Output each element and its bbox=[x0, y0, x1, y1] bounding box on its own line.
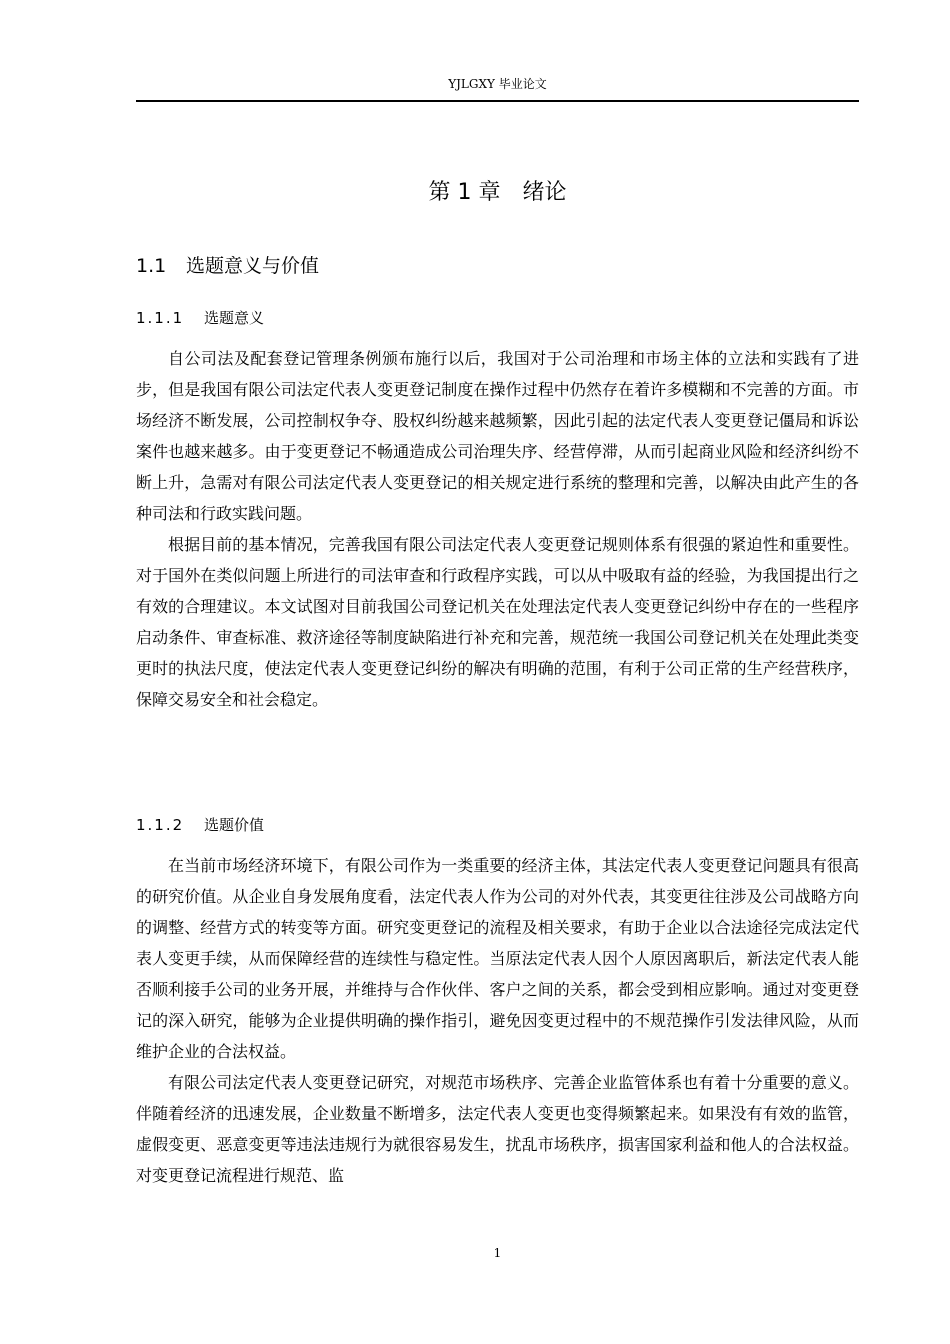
running-header: YJLGXY 毕业论文 bbox=[448, 77, 547, 91]
subsection-body bbox=[136, 850, 859, 1191]
page-number: 1 bbox=[493, 1246, 502, 1260]
subsection-number: 1.1.2 bbox=[136, 816, 185, 834]
body-paragraph: 在当前市场经济环境下，有限公司作为一类重要的经济主体，其法定代表人变更登记问题具有很高的研究价值。从企业自身发展角度看，法定代表人作为公司的对外代表，其变更往往涉及公司战略方向的调整、经营方式的转变等方面。研究变更登记的流程及相关要求，有助于企业以合法途径完成法定代表人变更手续，从而保障经营的连续性与稳定性。当原法定代表人因个人原因离职后，新法定代表人能否顺利接手公司的业务开展，并维持与合作伙伴、客户之间的关系，都会受到相应影响。通过对变更登记的深入研究，能够为企业提供明确的操作指引，避免因变更过程中的不规范操作引发法律风险，从而维护企业的合法权益。 bbox=[136, 856, 859, 1061]
section-number: 1.1 bbox=[136, 255, 167, 277]
chapter-title-text: 绪论 bbox=[522, 180, 567, 205]
chapter-title bbox=[136, 177, 859, 209]
body-paragraph: 根据目前的基本情况，完善我国有限公司法定代表人变更登记规则体系有很强的紧迫性和重要性。对于国外在类似问题上所进行的司法审查和行政程序实践，可以从中吸取有益的经验，为我国提出行之有效的合理建议。本文试图对目前我国公司登记机关在处理法定代表人变更登记纠纷中存在的一些程序启动条件、审查标准、救济途径等制度缺陷进行补充和完善，规范统一我国公司登记机关在处理此类变更时的执法尺度，使法定代表人变更登记纠纷的解决有明确的范围，有利于公司正常的生产经营秩序，保障交易安全和社会稳定。 bbox=[136, 535, 859, 709]
body-paragraph: 有限公司法定代表人变更登记研究，对规范市场秩序、完善企业监管体系也有着十分重要的意义。伴随着经济的迅速发展，企业数量不断增多，法定代表人变更也变得频繁起来。如果没有有效的监管，虚假变更、恶意变更等违法违规行为就很容易发生，扰乱市场秩序，损害国家利益和他人的合法权益。对变更登记流程进行规范、监 bbox=[136, 1073, 859, 1185]
section-heading bbox=[136, 252, 319, 280]
section-title-text: 选题意义与价值 bbox=[186, 255, 320, 277]
body-paragraph: 自公司法及配套登记管理条例颁布施行以后，我国对于公司治理和市场主体的立法和实践有了进步，但是我国有限公司法定代表人变更登记制度在操作过程中仍然存在着许多模糊和不完善的方面。市场经济不断发展，公司控制权争夺、股权纠纷越来越频繁，因此引起的法定代表人变更登记僵局和诉讼案件也越来越多。由于变更登记不畅通造成公司治理失序、经营停滞，从而引起商业风险和经济纠纷不断上升，急需对有限公司法定代表人变更登记的相关规定进行系统的整理和完善，以解决由此产生的各种司法和行政实践问题。 bbox=[136, 349, 859, 523]
subsection-body bbox=[136, 343, 859, 715]
subsection-title-text: 选题意义 bbox=[204, 309, 265, 327]
header-rule bbox=[136, 100, 859, 102]
chapter-number: 第 1 章 bbox=[428, 180, 501, 205]
subsection-number: 1.1.1 bbox=[136, 309, 185, 327]
subsection-title-text: 选题价值 bbox=[204, 816, 265, 834]
subsection-heading bbox=[136, 307, 264, 329]
subsection-heading bbox=[136, 814, 264, 836]
